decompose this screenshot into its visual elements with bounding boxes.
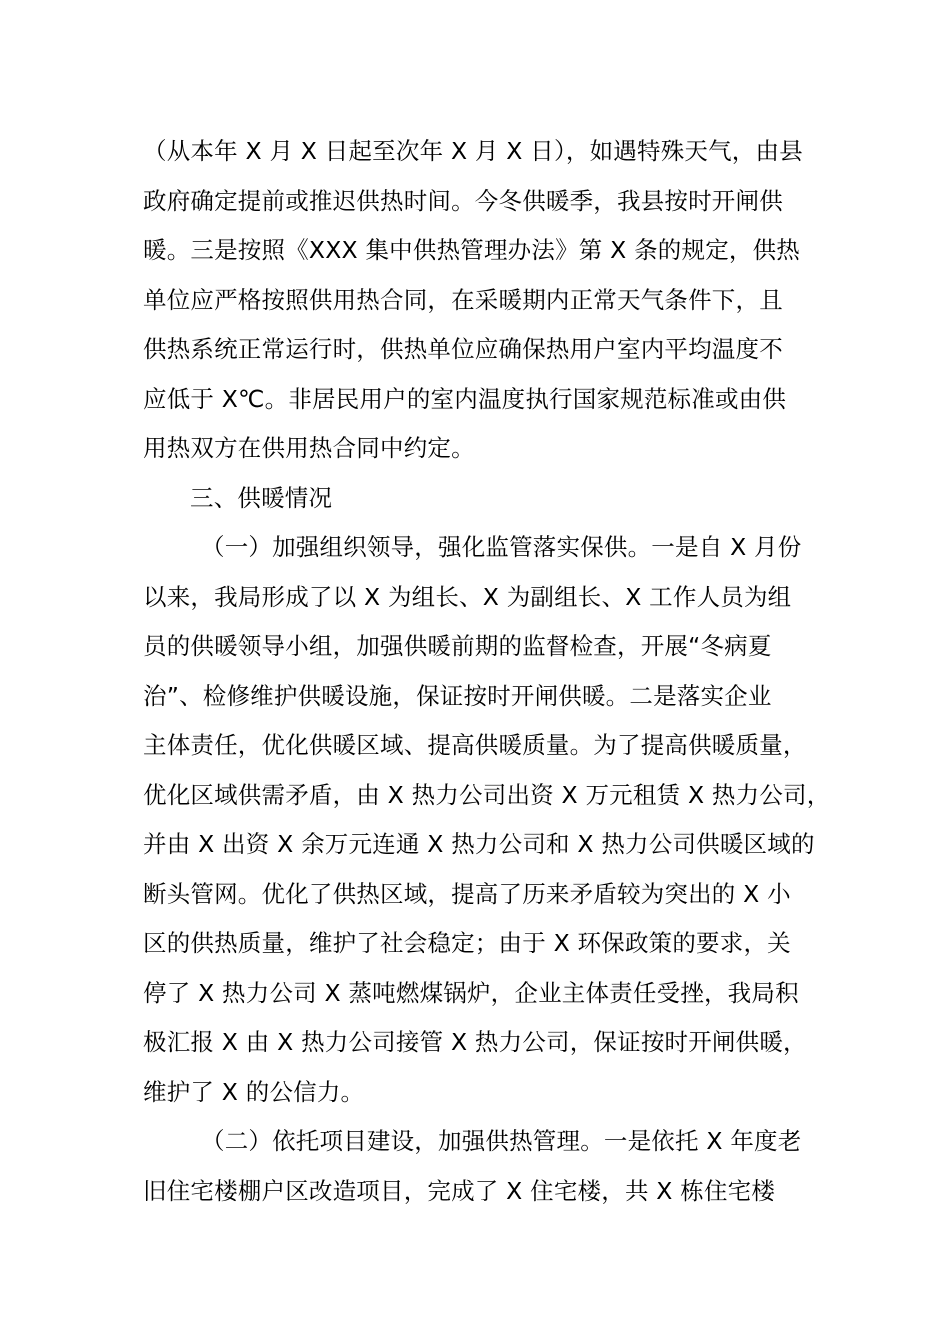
text-line: 维护了 X 的公信力。 <box>143 1077 365 1106</box>
text-line: 应低于 X℃。非居民用户的室内温度执行国家规范标准或由供 <box>143 384 787 413</box>
text-line: 治”、检修维护供暖设施，保证按时开闸供暖。二是落实企业 <box>143 681 772 710</box>
text-line: 政府确定提前或推迟供热时间。今冬供暖季，我县按时开闸供 <box>143 186 783 215</box>
section-heading: 三、供暖情况 <box>190 483 333 512</box>
text-line: 用热双方在供用热合同中约定。 <box>143 434 475 462</box>
text-line: 供热系统正常运行时，供热单位应确保热用户室内平均温度不 <box>143 335 783 363</box>
text-line: 旧住宅楼棚户区改造项目，完成了 X 住宅楼，共 X 栋住宅楼 <box>143 1176 776 1205</box>
text-line: 并由 X 出资 X 余万元连通 X 热力公司和 X 热力公司供暖区域的 <box>143 830 815 858</box>
text-line: 极汇报 X 由 X 热力公司接管 X 热力公司，保证按时开闸供暖， <box>143 1028 807 1056</box>
text-line: 区的供热质量，维护了社会稳定；由于 X 环保政策的要求，关 <box>143 929 791 957</box>
text-line: 优化区域供需矛盾，由 X 热力公司出资 X 万元租赁 X 热力公司， <box>143 780 831 809</box>
text-line: 暖。三是按照《XXX 集中供热管理办法》第 X 条的规定，供热 <box>143 236 801 264</box>
text-line: 停了 X 热力公司 X 蒸吨燃煤锅炉，企业主体责任受挫，我局积 <box>143 978 799 1007</box>
text-line: （从本年 X 月 X 日起至次年 X 月 X 日），如遇特殊天气，由县 <box>143 137 803 165</box>
document-body <box>143 127 843 1216</box>
paragraph-first-line: （一）加强组织领导，强化监管落实保供。一是自 X 月份 <box>201 533 802 561</box>
text-line: 主体责任，优化供暖区域、提高供暖质量。为了提高供暖质量， <box>143 731 807 759</box>
text-line: 断头管网。优化了供热区域，提高了历来矛盾较为突出的 X 小 <box>143 879 791 908</box>
text-line: 以来，我局形成了以 X 为组长、X 为副组长、X 工作人员为组 <box>143 582 792 611</box>
text-line: 单位应严格按照供用热合同，在采暖期内正常天气条件下，且 <box>143 285 783 314</box>
paragraph-first-line: （二）依托项目建设，加强供热管理。一是依托 X 年度老 <box>201 1127 802 1155</box>
text-line: 员的供暖领导小组，加强供暖前期的监督检查，开展“冬病夏 <box>143 632 772 660</box>
